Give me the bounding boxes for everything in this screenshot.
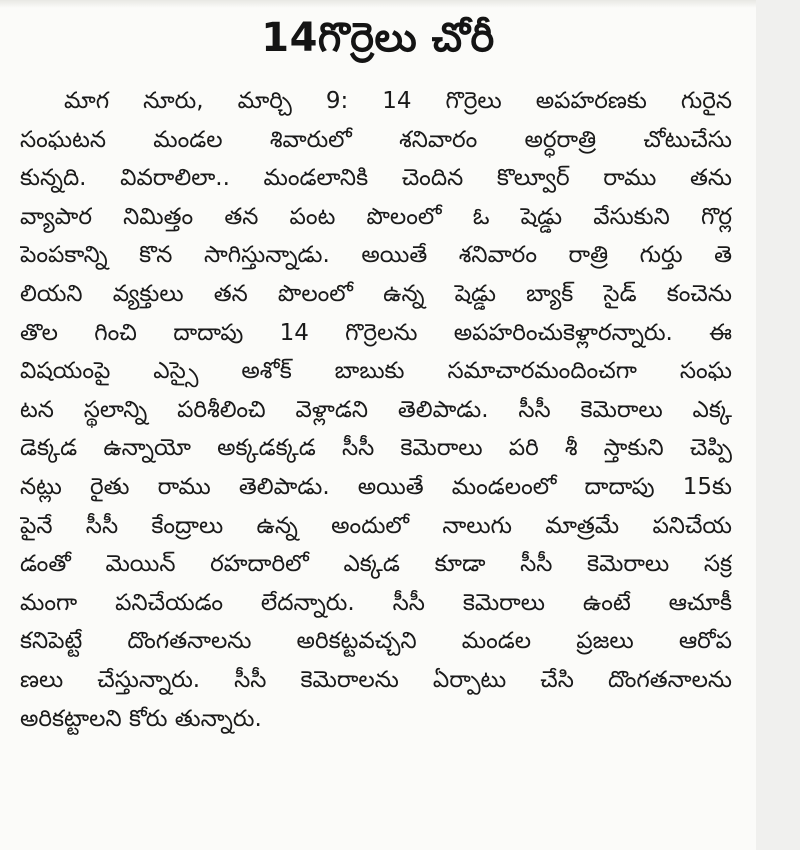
article-line: టన స్థలాన్ని పరిశీలించి వెళ్లాడని తెలిపాడు. సీసీ కెమెరాలు ఎక్క [20, 396, 732, 423]
article-line: డంతో మెయిన్ రహదారిలో ఎక్కడ కూడా సీసీ కెమెరాలు సక్ర [20, 551, 732, 578]
article-line: వ్యాపార నిమిత్తం తన పంట పొలంలో ఓ షెడ్డు వేసుకుని గొర్ల [20, 203, 732, 230]
article-line: విషయంపై ఎస్సై అశోక్ బాబుకు సమాచారమందించగా సంఘ [20, 358, 732, 385]
article-line: పెంపకాన్ని కొన సాగిస్తున్నాడు. అయితే శనివారం రాత్రి గుర్తు తె [20, 242, 732, 269]
article-line: పైనే సీసీ కేంద్రాలు ఉన్న అందులో నాలుగు మాత్రమే పనిచేయ [20, 512, 732, 539]
article-line: లియని వ్యక్తులు తన పొలంలో ఉన్న షెడ్డు బ్యాక్ సైడ్ కంచెను [20, 280, 732, 307]
article-body [20, 82, 732, 738]
article-line: డెక్కడ ఉన్నాయో అక్కడక్కడ సీసీ కెమెరాలు పరి శీ స్తాకుని చెప్పి [20, 435, 732, 462]
article-line: అరికట్టాలని కోరు తున్నారు. [20, 705, 262, 732]
article-line: కున్నది. వివరాలిలా.. మండలానికి చెందిన కొల్వూర్ రాము తను [20, 165, 732, 192]
article-line: మంగా పనిచేయడం లేదన్నారు. సీసీ కెమెరాలు ఉంటే ఆచూకీ [20, 589, 732, 616]
article-line: మాగ నూరు, మార్చి 9: 14 గొర్రెలు అపహరణకు గురైన [64, 88, 732, 114]
background-edge [756, 0, 800, 850]
article-line: నట్లు రైతు రాము తెలిపాడు. అయితే మండలంలో దాదాపు 15కు [20, 473, 732, 500]
article-headline: 14గొర్రెలు చోరీ [261, 15, 495, 61]
article-line: తొల గించి దాదాపు 14 గొర్రెలను అపహరించుకెళ్లారన్నారు. ఈ [20, 319, 732, 346]
article-line: ణలు చేస్తున్నారు. సీసీ కెమెరాలను ఏర్పాటు చేసి దొంగతనాలను [20, 666, 732, 693]
article-line: కనిపెట్టే దొంగతనాలను అరికట్టవచ్చని మండల ప్రజలు ఆరోప [20, 628, 732, 655]
article-line: సంఘటన మండల శివారులో శనివారం అర్ధరాత్రి చోటుచేసు [20, 126, 732, 153]
clipping-top-edge [0, 0, 756, 8]
